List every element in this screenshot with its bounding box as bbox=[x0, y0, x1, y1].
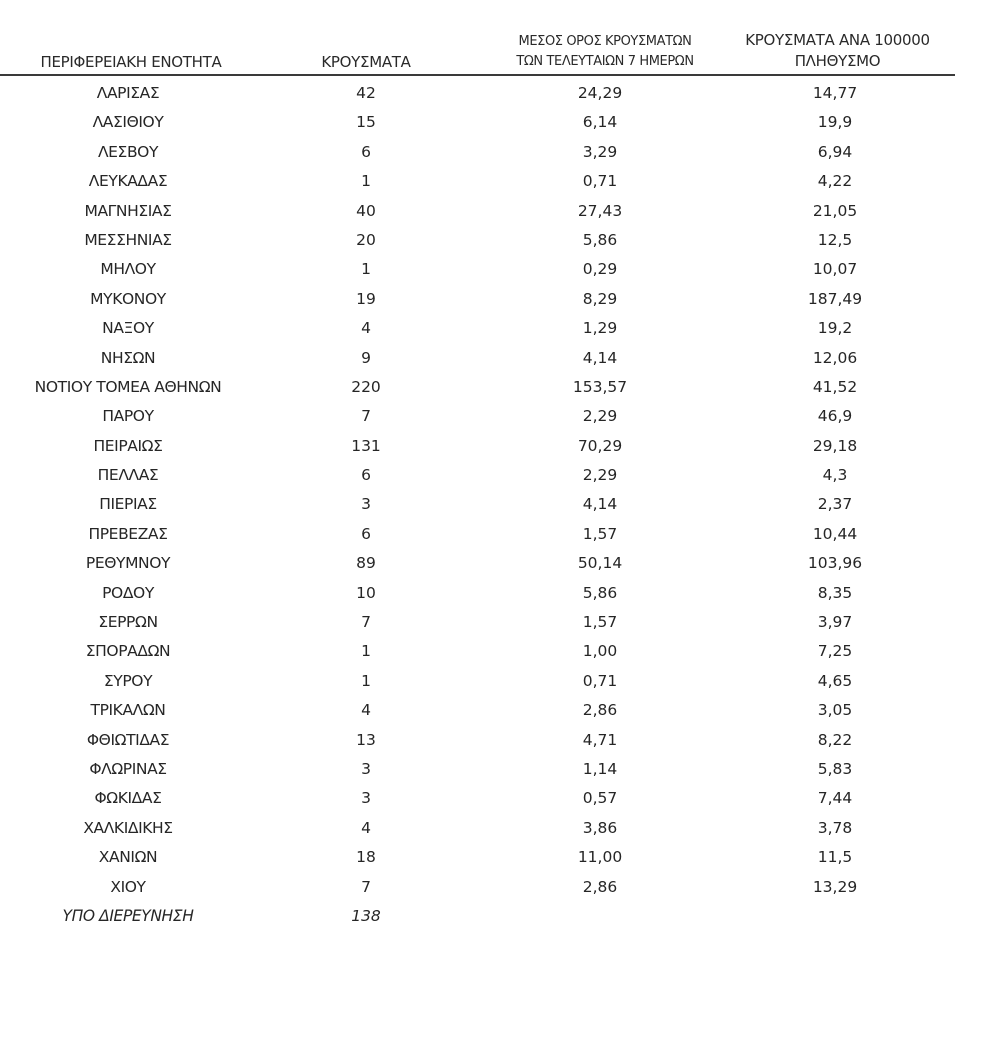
header-avg7-line2: ΤΩΝ ΤΕΛΕΥΤΑΙΩΝ 7 ΗΜΕΡΩΝ bbox=[516, 54, 694, 69]
region-cell: ΜΑΓΝΗΣΙΑΣ bbox=[84, 201, 172, 220]
cases-cell: 20 bbox=[356, 230, 376, 249]
region-cell: ΜΕΣΣΗΝΙΑΣ bbox=[84, 230, 172, 249]
per100k-cell: 19,9 bbox=[817, 113, 853, 132]
cases-cell: 1 bbox=[361, 172, 371, 191]
table-row bbox=[0, 255, 955, 284]
cases-cell: 131 bbox=[351, 436, 381, 455]
table-row bbox=[0, 637, 955, 666]
region-cell: ΝΟΤΙΟΥ ΤΟΜΕΑ ΑΘΗΝΩΝ bbox=[34, 377, 222, 396]
region-cell: ΛΑΡΙΣΑΣ bbox=[96, 84, 160, 102]
per100k-cell: 12,5 bbox=[817, 230, 853, 249]
region-cell: ΧΙΟΥ bbox=[110, 877, 146, 896]
per100k-cell: 3,78 bbox=[817, 818, 853, 837]
table-row bbox=[0, 549, 955, 578]
per100k-cell: 13,29 bbox=[812, 877, 858, 896]
cases-cell: 7 bbox=[361, 877, 371, 896]
avg7-cell: 5,86 bbox=[582, 583, 618, 602]
cases-cell: 3 bbox=[361, 789, 371, 808]
per100k-cell: 4,65 bbox=[817, 671, 853, 690]
per100k-cell: 10,44 bbox=[812, 524, 858, 543]
avg7-cell: 2,29 bbox=[582, 466, 618, 485]
region-cell: ΠΕΙΡΑΙΩΣ bbox=[93, 436, 163, 455]
region-cell: ΝΗΣΩΝ bbox=[100, 348, 156, 367]
per100k-cell: 7,25 bbox=[817, 642, 853, 661]
region-cell: ΡΕΘΥΜΝΟΥ bbox=[85, 554, 171, 573]
region-cell: ΣΥΡΟΥ bbox=[103, 671, 153, 690]
table-row bbox=[0, 167, 955, 196]
cases-cell: 10 bbox=[356, 583, 376, 602]
table-row bbox=[0, 608, 955, 637]
per100k-cell: 19,2 bbox=[817, 319, 853, 338]
cases-cell: 4 bbox=[361, 319, 371, 338]
cases-cell: 40 bbox=[356, 201, 376, 220]
avg7-cell: 5,86 bbox=[582, 230, 618, 249]
region-cell: ΧΑΛΚΙΔΙΚΗΣ bbox=[83, 818, 173, 837]
cases-cell: 89 bbox=[356, 554, 376, 573]
avg7-cell: 0,29 bbox=[582, 260, 618, 279]
region-cell: ΧΑΝΙΩΝ bbox=[98, 848, 158, 867]
per100k-cell: 10,07 bbox=[812, 260, 858, 279]
region-cell: ΣΠΟΡΑΔΩΝ bbox=[85, 642, 171, 661]
region-cell: ΡΟΔΟΥ bbox=[102, 583, 154, 602]
per100k-cell: 46,9 bbox=[817, 407, 853, 426]
avg7-cell: 4,14 bbox=[582, 495, 618, 514]
avg7-cell: 1,00 bbox=[582, 642, 618, 661]
avg7-cell: 0,71 bbox=[582, 671, 618, 690]
avg7-cell: 2,86 bbox=[582, 877, 618, 896]
cases-cell: 3 bbox=[361, 495, 371, 514]
table-row bbox=[0, 696, 955, 725]
cases-cell: 6 bbox=[361, 142, 371, 161]
table-row bbox=[0, 285, 955, 314]
table-row bbox=[0, 108, 955, 137]
avg7-cell: 11,00 bbox=[577, 848, 623, 867]
cases-cell: 19 bbox=[356, 289, 376, 308]
region-cell: ΠΙΕΡΙΑΣ bbox=[99, 495, 157, 514]
avg7-cell: 1,14 bbox=[582, 759, 618, 778]
per100k-cell: 6,94 bbox=[817, 142, 853, 161]
region-cell: ΠΑΡΟΥ bbox=[102, 407, 154, 426]
avg7-cell: 8,29 bbox=[582, 289, 618, 308]
under-investigation-row bbox=[0, 902, 955, 931]
table-row bbox=[0, 579, 955, 608]
per100k-cell: 8,22 bbox=[817, 730, 853, 749]
per100k-cell: 3,97 bbox=[817, 613, 853, 632]
avg7-cell: 6,14 bbox=[582, 113, 618, 132]
cases-cell: 4 bbox=[361, 701, 371, 720]
per100k-cell: 29,18 bbox=[812, 436, 858, 455]
table-row bbox=[0, 873, 955, 902]
cases-cell: 220 bbox=[351, 377, 381, 396]
table-row bbox=[0, 490, 955, 519]
avg7-cell: 3,86 bbox=[582, 818, 618, 837]
header-avg7-line1: ΜΕΣΟΣ ΟΡΟΣ ΚΡΟΥΣΜΑΤΩΝ bbox=[518, 34, 692, 49]
avg7-cell: 1,57 bbox=[582, 524, 618, 543]
under-investigation-cases: 138 bbox=[351, 906, 381, 925]
cases-cell: 15 bbox=[356, 113, 376, 132]
header-per100k-line1: ΚΡΟΥΣΜΑΤΑ ΑΝΑ 100000 bbox=[745, 31, 930, 49]
per100k-cell: 7,44 bbox=[817, 789, 853, 808]
cases-cell: 7 bbox=[361, 407, 371, 426]
region-cell: ΛΕΥΚΑΔΑΣ bbox=[88, 172, 168, 191]
cases-cell: 18 bbox=[356, 848, 376, 867]
table-row bbox=[0, 726, 955, 755]
header-per100k-line2: ΠΛΗΘΥΣΜΟ bbox=[794, 52, 881, 70]
header-avg7 bbox=[485, 32, 725, 72]
per100k-cell: 8,35 bbox=[817, 583, 853, 602]
table-row bbox=[0, 755, 955, 784]
region-cell: ΝΑΞΟΥ bbox=[102, 319, 154, 338]
table-header bbox=[0, 0, 955, 76]
table-row bbox=[0, 814, 955, 843]
avg7-cell: 0,57 bbox=[582, 789, 618, 808]
cases-cell: 4 bbox=[361, 818, 371, 837]
avg7-cell: 2,86 bbox=[582, 701, 618, 720]
table-row bbox=[0, 314, 955, 343]
avg7-cell: 4,14 bbox=[582, 348, 618, 367]
cases-cell: 1 bbox=[361, 671, 371, 690]
region-cell: ΛΕΣΒΟΥ bbox=[97, 142, 159, 161]
avg7-cell: 24,29 bbox=[577, 84, 623, 102]
cases-cell: 42 bbox=[356, 84, 376, 102]
table-row bbox=[0, 843, 955, 872]
table-row bbox=[0, 432, 955, 461]
table-body bbox=[0, 79, 955, 931]
region-cell: ΤΡΙΚΑΛΩΝ bbox=[90, 701, 166, 720]
cases-cell: 6 bbox=[361, 466, 371, 485]
table-row bbox=[0, 402, 955, 431]
avg7-cell: 4,71 bbox=[582, 730, 618, 749]
cases-cell: 13 bbox=[356, 730, 376, 749]
per100k-cell: 14,77 bbox=[812, 84, 858, 102]
cases-cell: 6 bbox=[361, 524, 371, 543]
table-row bbox=[0, 226, 955, 255]
table-row bbox=[0, 373, 955, 402]
per100k-cell: 11,5 bbox=[817, 848, 853, 867]
region-cell: ΠΕΛΛΑΣ bbox=[97, 466, 159, 485]
under-investigation-label: ΥΠΟ ΔΙΕΡΕΥΝΗΣΗ bbox=[62, 906, 194, 925]
cases-cell: 1 bbox=[361, 642, 371, 661]
table-row bbox=[0, 520, 955, 549]
cases-cell: 7 bbox=[361, 613, 371, 632]
table-row bbox=[0, 461, 955, 490]
avg7-cell: 70,29 bbox=[577, 436, 623, 455]
per100k-cell: 21,05 bbox=[812, 201, 858, 220]
cases-cell: 1 bbox=[361, 260, 371, 279]
per100k-cell: 2,37 bbox=[817, 495, 853, 514]
region-cell: ΦΩΚΙΔΑΣ bbox=[94, 789, 162, 808]
per100k-cell: 3,05 bbox=[817, 701, 853, 720]
avg7-cell: 1,57 bbox=[582, 613, 618, 632]
header-region: ΠΕΡΙΦΕΡΕΙΑΚΗ ΕΝΟΤΗΤΑ bbox=[40, 53, 222, 71]
per100k-cell: 4,22 bbox=[817, 172, 853, 191]
per100k-cell: 5,83 bbox=[817, 759, 853, 778]
avg7-cell: 27,43 bbox=[577, 201, 623, 220]
region-cell: ΛΑΣΙΘΙΟΥ bbox=[92, 113, 164, 132]
avg7-cell: 1,29 bbox=[582, 319, 618, 338]
table-row bbox=[0, 784, 955, 813]
region-cell: ΠΡΕΒΕΖΑΣ bbox=[88, 524, 168, 543]
region-cell: ΜΗΛΟΥ bbox=[100, 260, 156, 279]
per100k-cell: 103,96 bbox=[807, 554, 863, 573]
avg7-cell: 0,71 bbox=[582, 172, 618, 191]
table-row bbox=[0, 138, 955, 167]
table-row bbox=[0, 344, 955, 373]
cases-cell: 9 bbox=[361, 348, 371, 367]
region-cell: ΜΥΚΟΝΟΥ bbox=[90, 289, 166, 308]
region-cell: ΦΛΩΡΙΝΑΣ bbox=[89, 759, 167, 778]
region-cell: ΣΕΡΡΩΝ bbox=[98, 613, 158, 632]
avg7-cell: 153,57 bbox=[572, 377, 628, 396]
avg7-cell: 3,29 bbox=[582, 142, 618, 161]
cases-cell: 3 bbox=[361, 759, 371, 778]
table-row bbox=[0, 197, 955, 226]
per100k-cell: 12,06 bbox=[812, 348, 858, 367]
avg7-cell: 2,29 bbox=[582, 407, 618, 426]
header-per100k bbox=[720, 30, 955, 72]
per100k-cell: 187,49 bbox=[807, 289, 863, 308]
per100k-cell: 41,52 bbox=[812, 377, 858, 396]
per100k-cell: 4,3 bbox=[822, 466, 848, 485]
table-row bbox=[0, 667, 955, 696]
region-cell: ΦΘΙΩΤΙΔΑΣ bbox=[86, 730, 170, 749]
avg7-cell: 50,14 bbox=[577, 554, 623, 573]
header-cases: ΚΡΟΥΣΜΑΤΑ bbox=[321, 53, 411, 71]
table-row bbox=[0, 79, 955, 108]
